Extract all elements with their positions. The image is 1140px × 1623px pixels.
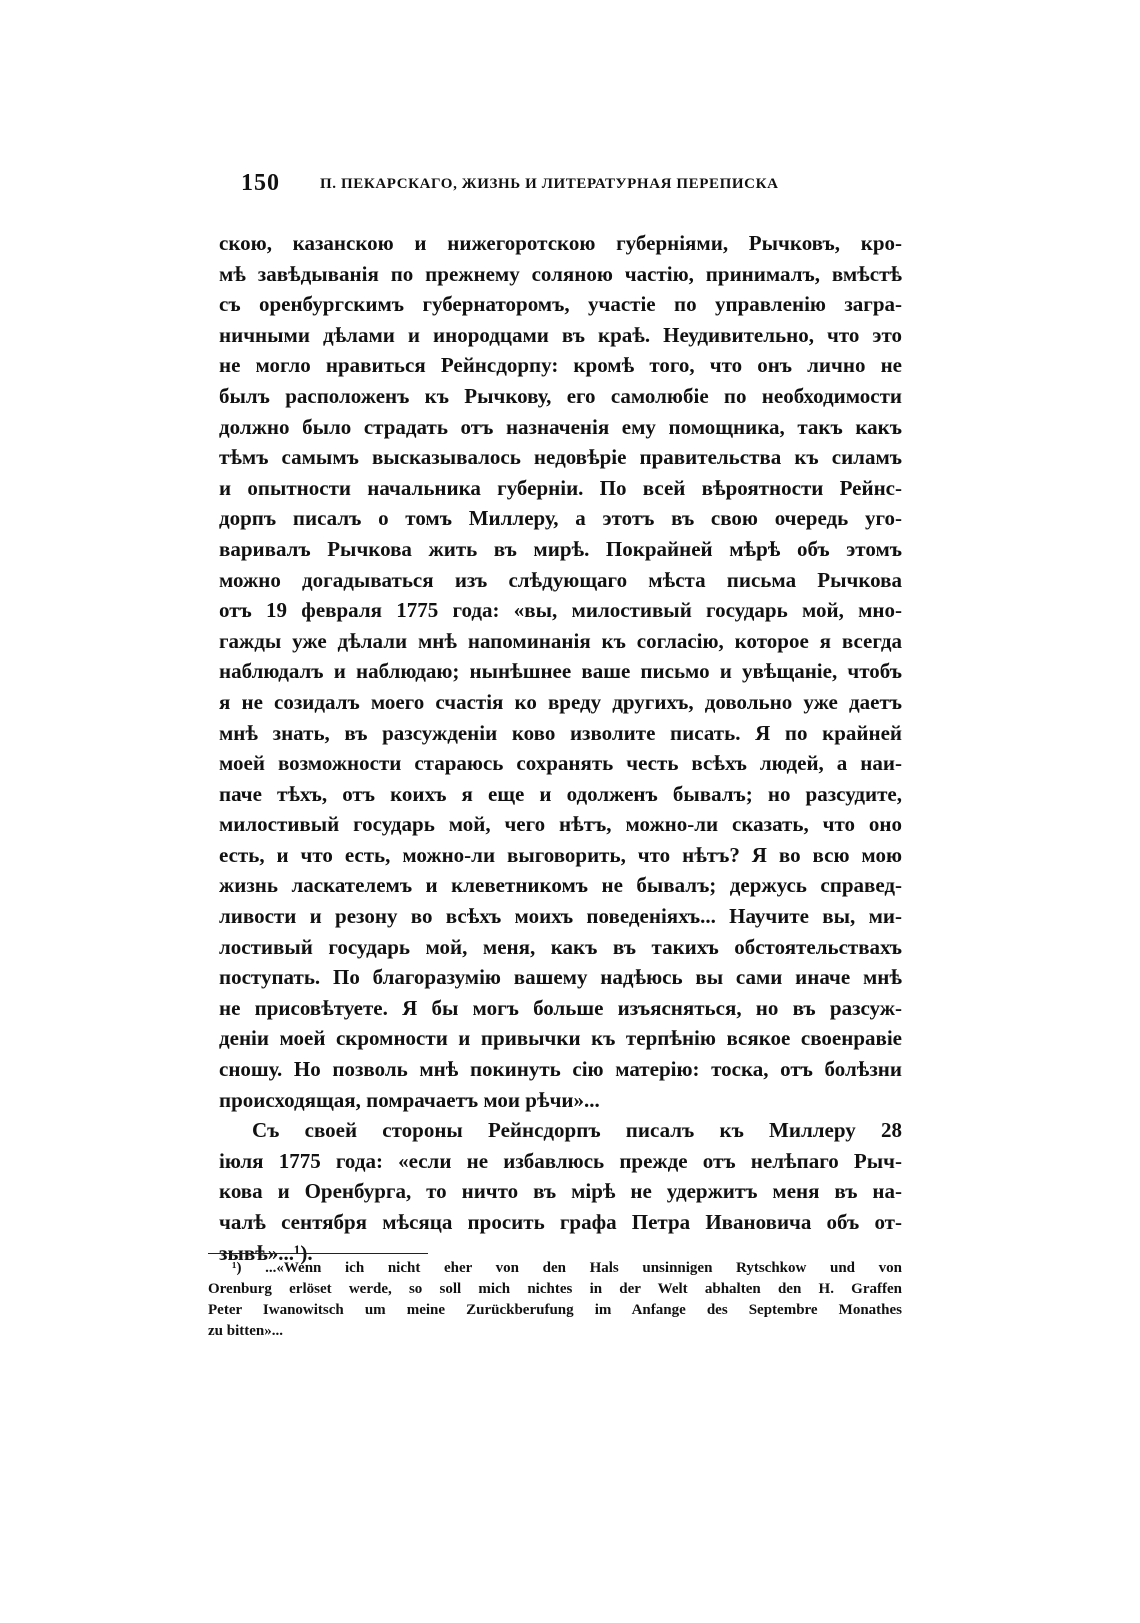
text-line: гажды уже дѣлали мнѣ напоминанія къ согласію, которое я всегда: [219, 628, 902, 653]
text-line: варивалъ Рычкова жить въ мирѣ. Покрайней мѣрѣ объ этомъ: [219, 536, 902, 561]
paragraph-end-line: происходящая, помрачаетъ мои рѣчи»...: [219, 1087, 600, 1112]
paragraph-end-line: зывѣ»...¹).: [219, 1240, 313, 1265]
text-line: милостивый государь мой, чего нѣтъ, можно-ли сказать, что оно: [219, 812, 902, 837]
footnote-line: Orenburg erlöset werde, so soll mich nichtes in der Welt abhalten den H. Graffen: [208, 1281, 902, 1297]
text-line: ничными дѣлами и инородцами въ краѣ. Неудивительно, что это: [219, 322, 902, 347]
text-line: чалѣ сентября мѣсяца просить графа Петра Ивановича объ от-: [219, 1210, 902, 1234]
text-line: мнѣ знать, въ разсужденіи ково изволите писать. Я по крайней: [219, 720, 902, 745]
text-line: моей возможности стараюсь сохранять честь всѣхъ людей, а наи-: [219, 751, 902, 776]
body-text: [219, 228, 902, 1268]
text-line: скою, казанскою и нижегоротскою губерніями, Рычковъ, кро-: [219, 231, 902, 255]
text-line: дорпъ писалъ о томъ Миллеру, а этотъ въ свою очередь уго-: [219, 506, 902, 531]
text-line: съ оренбургскимъ губернаторомъ, участіе по управленію загра-: [219, 292, 902, 317]
text-line: я не созидалъ моего счастія ко вреду другихъ, довольно уже даетъ: [219, 689, 902, 714]
text-line: есть, и что есть, можно-ли выговорить, что нѣтъ? Я во всю мою: [219, 842, 902, 867]
footnote-divider: [208, 1253, 428, 1254]
text-line: должно было страдать отъ назначенія ему помощника, такъ какъ: [219, 414, 902, 439]
text-line: былъ расположенъ къ Рычкову, его самолюбіе по необходимости: [219, 383, 902, 408]
page-number: 150: [241, 170, 280, 196]
footnote-line: zu bitten»...: [208, 1323, 283, 1339]
text-line: кова и Оренбурга, то ничто въ мірѣ не удержитъ меня въ на-: [219, 1179, 902, 1204]
paragraph-start-line: Съ своей стороны Рейнсдорпъ писалъ къ Миллеру 28: [252, 1118, 902, 1143]
running-title: П. ПЕКАРСКАГО, ЖИЗНЬ И ЛИТЕРАТУРНАЯ ПЕРЕПИСКА: [320, 176, 779, 192]
text-line: паче тѣхъ, отъ коихъ я еще и одолженъ бывалъ; но разсудите,: [219, 781, 902, 806]
text-line: и опытности начальника губерніи. По всей вѣроятности Рейнс-: [219, 475, 902, 500]
text-line: іюля 1775 года: «если не избавлюсь прежде отъ нелѣпаго Рыч-: [219, 1148, 902, 1173]
text-line: деніи моей скромности и привычки къ терпѣнію всякое своенравіе: [219, 1026, 902, 1051]
text-line: тѣмъ самымъ высказывалось недовѣріе правительства къ силамъ: [219, 445, 902, 470]
footnote-line: Peter Iwanowitsch um meine Zurückberufung im Anfange des Septembre Monathes: [208, 1302, 902, 1318]
text-line: наблюдалъ и наблюдаю; нынѣшнее ваше письмо и увѣщаніе, чтобъ: [219, 659, 902, 684]
text-line: жизнь ласкателемъ и клеветникомъ не бывалъ; держусь справед-: [219, 873, 902, 898]
footnote-line: ¹) ...«Wenn ich nicht eher von den Hals unsinnigen Rytschkow und von: [232, 1260, 902, 1276]
text-line: не присовѣтуете. Я бы могъ больше изъясняться, но въ разсуж-: [219, 995, 902, 1020]
text-line: лостивый государь мой, меня, какъ въ такихъ обстоятельствахъ: [219, 934, 902, 959]
text-line: сношу. Но позволь мнѣ покинуть сію матерію: тоска, отъ болѣзни: [219, 1057, 902, 1082]
text-line: ливости и резону во всѣхъ моихъ поведеніяхъ... Научите вы, ми-: [219, 904, 902, 929]
text-line: поступать. По благоразумію вашему надѣюсь вы сами иначе мнѣ: [219, 965, 902, 990]
text-line: мѣ завѣдыванія по прежнему соляною частію, принималъ, вмѣстѣ: [219, 261, 902, 286]
footnotes: [208, 1258, 902, 1342]
text-line: не могло нравиться Рейнсдорпу: кромѣ того, что онъ лично не: [219, 353, 902, 378]
text-line: можно догадываться изъ слѣдующаго мѣста письма Рычкова: [219, 567, 902, 592]
text-line: отъ 19 февраля 1775 года: «вы, милостивый государь мой, мно-: [219, 598, 902, 623]
page-header: [241, 170, 901, 200]
